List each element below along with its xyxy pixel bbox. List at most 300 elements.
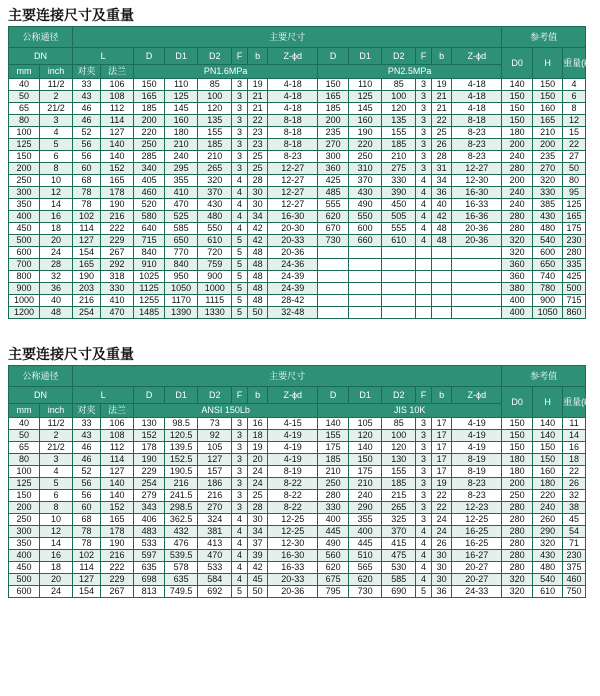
table-cell: 8	[563, 103, 586, 115]
table-cell: 42	[247, 562, 268, 574]
table-cell: 222	[101, 562, 134, 574]
table-cell: 280	[563, 247, 586, 259]
table-cell	[349, 247, 382, 259]
table-cell: 178	[101, 526, 134, 538]
header-b: b	[431, 387, 452, 404]
table-cell: 500	[563, 283, 586, 295]
table-cell: 100	[9, 127, 40, 139]
table-cell: 30	[247, 199, 268, 211]
header-h: H	[533, 387, 563, 418]
table-cell: 600	[9, 247, 40, 259]
header-b: b	[247, 387, 268, 404]
table-cell: 565	[349, 562, 382, 574]
header-flange: 法兰	[101, 404, 134, 418]
table-cell: 2	[40, 91, 73, 103]
header-d1: D1	[165, 48, 198, 65]
table-cell: 26	[431, 139, 452, 151]
table-cell: 216	[101, 550, 134, 562]
table-cell: 8-19	[452, 454, 502, 466]
table-cell: 216	[101, 211, 134, 223]
table-cell: 12-30	[452, 175, 502, 187]
table-cell: 280	[502, 562, 533, 574]
table-cell: 1255	[134, 295, 165, 307]
header-d: D	[318, 48, 349, 65]
table-cell: 16	[40, 211, 73, 223]
table-cell: 114	[101, 115, 134, 127]
table-cell: 413	[198, 538, 232, 550]
table-cell: 50	[9, 430, 40, 442]
table-row	[9, 259, 586, 271]
table-cell: 3	[416, 151, 432, 163]
table-cell: 37	[247, 538, 268, 550]
table-cell: 560	[318, 550, 349, 562]
table-cell: 78	[73, 199, 101, 211]
table-cell: 5	[232, 247, 248, 259]
table-cell: 175	[349, 466, 382, 478]
table-cell: 165	[134, 91, 165, 103]
table-cell: 4	[416, 550, 432, 562]
table-row	[9, 211, 586, 223]
header-inch: inch	[40, 65, 73, 79]
table-cell: 600	[349, 223, 382, 235]
table-cell: 33	[73, 79, 101, 91]
table-cell: 3	[232, 490, 248, 502]
table-cell: 48	[247, 259, 268, 271]
table-cell: 11	[563, 418, 586, 430]
table-cell: 1330	[198, 307, 232, 319]
table-cell	[382, 259, 416, 271]
table-cell: 900	[9, 283, 40, 295]
table-cell: 8-18	[268, 115, 318, 127]
table-cell: 510	[349, 550, 382, 562]
table-cell: 150	[502, 103, 533, 115]
table-cell: 1000	[9, 295, 40, 307]
table-cell: 19	[247, 79, 268, 91]
header-reference-values: 参考值	[502, 27, 586, 48]
table-cell: 8	[40, 163, 73, 175]
header-reference-values: 参考值	[502, 366, 586, 387]
table-cell	[382, 271, 416, 283]
table-cell: 16-25	[452, 526, 502, 538]
table-cell: 175	[318, 442, 349, 454]
header-wafer: 对夹	[73, 404, 101, 418]
table-cell: 840	[134, 247, 165, 259]
table-cell: 400	[318, 514, 349, 526]
table-cell: 186	[198, 478, 232, 490]
table-cell: 85	[382, 418, 416, 430]
table-cell: 300	[318, 151, 349, 163]
table-cell: 54	[563, 526, 586, 538]
table-cell: 17	[431, 466, 452, 478]
header-weight: 重量(kg)	[563, 48, 586, 79]
table-cell: 200	[502, 175, 533, 187]
table-cell: 370	[349, 175, 382, 187]
table-cell: 285	[134, 151, 165, 163]
table-cell: 20-27	[452, 574, 502, 586]
table-cell: 290	[349, 502, 382, 514]
table-cell: 28	[247, 502, 268, 514]
table-cell: 23	[247, 139, 268, 151]
header-nominal-diameter: 公称通径	[9, 366, 73, 387]
table-cell: 430	[198, 199, 232, 211]
table-cell: 485	[318, 187, 349, 199]
table-cell	[349, 283, 382, 295]
table-cell: 40	[9, 418, 40, 430]
table-cell: 4	[416, 562, 432, 574]
table-cell: 620	[349, 574, 382, 586]
dimension-table-pn	[8, 26, 597, 319]
table-cell: 635	[134, 562, 165, 574]
table-cell: 470	[101, 307, 134, 319]
table-cell: 600	[533, 247, 563, 259]
table-cell: 42	[431, 211, 452, 223]
table-cell: 4	[416, 574, 432, 586]
table-cell: 125	[165, 91, 198, 103]
table-cell: 8-18	[268, 139, 318, 151]
table-cell: 6	[40, 151, 73, 163]
header-mm: mm	[9, 65, 40, 79]
header-l: L	[73, 387, 134, 404]
table-cell: 267	[101, 247, 134, 259]
table-row	[9, 307, 586, 319]
table-row	[9, 199, 586, 211]
table-cell: 480	[198, 211, 232, 223]
table-cell: 400	[9, 211, 40, 223]
table-cell: 270	[318, 139, 349, 151]
table-cell: 23	[247, 127, 268, 139]
table-cell: 48	[247, 283, 268, 295]
table-cell	[452, 283, 502, 295]
table-cell: 25	[247, 490, 268, 502]
table-cell: 140	[502, 79, 533, 91]
table-cell: 335	[563, 259, 586, 271]
table-row	[9, 235, 586, 247]
table-cell: 445	[349, 538, 382, 550]
table-cell	[452, 259, 502, 271]
table-cell: 50	[247, 586, 268, 598]
table-cell: 860	[563, 307, 586, 319]
header-mm: mm	[9, 404, 40, 418]
header-wafer: 对夹	[73, 65, 101, 79]
table-cell: 250	[318, 478, 349, 490]
table-cell: 105	[198, 442, 232, 454]
table-cell: 140	[101, 151, 134, 163]
table-cell: 17	[431, 418, 452, 430]
table-cell: 114	[73, 223, 101, 235]
table-cell: 5	[232, 295, 248, 307]
table-cell: 190	[101, 538, 134, 550]
table-cell: 15	[563, 127, 586, 139]
table-cell: 250	[349, 151, 382, 163]
table-cell: 3	[232, 442, 248, 454]
table-row	[9, 79, 586, 91]
table-cell: 16	[563, 442, 586, 454]
table-cell: 240	[502, 187, 533, 199]
header-l: L	[73, 48, 134, 65]
table-cell: 127	[73, 574, 101, 586]
table-cell	[318, 283, 349, 295]
table-cell: 92	[198, 430, 232, 442]
table-cell: 360	[502, 259, 533, 271]
table-cell: 265	[198, 163, 232, 175]
table-cell: 100	[9, 466, 40, 478]
table-cell: 235	[533, 151, 563, 163]
table-cell: 3	[416, 466, 432, 478]
table-cell: 4	[416, 175, 432, 187]
table-cell: 300	[9, 187, 40, 199]
table-cell: 675	[318, 574, 349, 586]
table-row	[9, 271, 586, 283]
table-cell	[452, 307, 502, 319]
table-cell: 36	[40, 283, 73, 295]
table-cell: 320	[533, 175, 563, 187]
table-cell: 16	[247, 418, 268, 430]
standard-left-label: ANSI 150Lb	[134, 404, 318, 418]
table-cell: 12-25	[268, 514, 318, 526]
table-cell: 60	[73, 163, 101, 175]
table-cell: 585	[165, 223, 198, 235]
table-cell: 185	[382, 478, 416, 490]
table-cell: 585	[382, 574, 416, 586]
table-cell: 140	[533, 430, 563, 442]
table-cell: 650	[165, 235, 198, 247]
table-cell: 4	[416, 211, 432, 223]
table-cell: 52	[73, 466, 101, 478]
table-cell: 65	[9, 442, 40, 454]
table-cell: 43	[73, 430, 101, 442]
table-cell: 620	[318, 211, 349, 223]
table-cell: 28	[247, 175, 268, 187]
table-cell: 229	[101, 235, 134, 247]
table-cell	[452, 247, 502, 259]
table-cell: 620	[318, 562, 349, 574]
table-row	[9, 454, 586, 466]
table-cell: 370	[382, 526, 416, 538]
table-cell: 52	[73, 127, 101, 139]
table-cell: 8-22	[268, 490, 318, 502]
table-cell: 20	[247, 454, 268, 466]
table-cell	[452, 295, 502, 307]
standard-row	[9, 404, 586, 418]
table-cell: 20	[40, 574, 73, 586]
table-row	[9, 466, 586, 478]
table-cell: 3	[416, 514, 432, 526]
table-cell: 3	[232, 103, 248, 115]
table-cell: 3	[232, 478, 248, 490]
table-cell: 3	[416, 163, 432, 175]
table-cell: 5	[232, 586, 248, 598]
table-row	[9, 175, 586, 187]
header-d0: D0	[502, 387, 533, 418]
table-cell: 250	[9, 175, 40, 187]
standard-right-label: PN2.5MPa	[318, 65, 502, 79]
table-cell: 120.5	[165, 430, 198, 442]
table-cell: 48	[40, 307, 73, 319]
table-cell: 36	[431, 586, 452, 598]
table-cell: 1170	[165, 295, 198, 307]
table-cell: 80	[563, 175, 586, 187]
table-cell: 4	[416, 538, 432, 550]
table-cell: 30	[247, 514, 268, 526]
table-cell: 215	[382, 490, 416, 502]
table-cell: 78	[73, 187, 101, 199]
table-cell: 42	[247, 235, 268, 247]
table-cell: 4-19	[452, 418, 502, 430]
table-cell: 22	[563, 466, 586, 478]
table-cell: 165	[533, 115, 563, 127]
table-cell: 32-48	[268, 307, 318, 319]
table-cell: 145	[165, 103, 198, 115]
table-cell: 220	[349, 139, 382, 151]
table-cell: 4	[232, 199, 248, 211]
table-cell: 200	[502, 478, 533, 490]
table-cell: 185	[318, 454, 349, 466]
table-cell: 730	[349, 586, 382, 598]
table-cell: 25	[431, 127, 452, 139]
table-cell: 4	[232, 514, 248, 526]
table-row	[9, 223, 586, 235]
header-d2: D2	[198, 48, 232, 65]
table-cell: 3	[40, 454, 73, 466]
table-cell: 476	[165, 538, 198, 550]
table-cell: 22	[431, 115, 452, 127]
table-cell: 3	[232, 502, 248, 514]
table-cell: 4	[416, 199, 432, 211]
table-cell: 19	[431, 478, 452, 490]
table-row	[9, 115, 586, 127]
table-cell: 210	[349, 478, 382, 490]
table-cell: 140	[533, 418, 563, 430]
table-cell: 240	[533, 502, 563, 514]
table-cell: 460	[134, 187, 165, 199]
table-cell: 150	[9, 490, 40, 502]
table-cell: 127	[198, 454, 232, 466]
table-cell: 18	[40, 562, 73, 574]
table-cell: 759	[198, 259, 232, 271]
table-cell: 229	[134, 466, 165, 478]
table-cell: 4	[232, 562, 248, 574]
table-cell: 24	[431, 514, 452, 526]
table-cell: 28	[431, 151, 452, 163]
table-cell: 330	[318, 502, 349, 514]
table-cell: 279	[134, 490, 165, 502]
table-cell: 3	[416, 418, 432, 430]
table-cell	[416, 307, 432, 319]
table-cell: 260	[533, 514, 563, 526]
table-cell: 108	[101, 430, 134, 442]
table-cell: 12-30	[268, 538, 318, 550]
table-cell: 106	[101, 79, 134, 91]
table-cell: 475	[382, 550, 416, 562]
table-cell: 20-30	[268, 223, 318, 235]
table-cell: 350	[9, 538, 40, 550]
table-cell: 290	[533, 526, 563, 538]
table-cell: 4	[232, 538, 248, 550]
table-cell: 40	[9, 79, 40, 91]
table-cell: 540	[533, 574, 563, 586]
table-cell: 21	[247, 103, 268, 115]
table-cell: 425	[563, 271, 586, 283]
table-cell: 48	[247, 247, 268, 259]
table-cell: 230	[563, 235, 586, 247]
table-cell: 190	[349, 127, 382, 139]
table-cell: 24-39	[268, 283, 318, 295]
table-row	[9, 151, 586, 163]
table-row	[9, 502, 586, 514]
table-cell: 5	[232, 259, 248, 271]
table-cell: 400	[502, 307, 533, 319]
table-cell: 16-36	[452, 211, 502, 223]
table-cell: 20-33	[268, 574, 318, 586]
table-cell: 190	[101, 199, 134, 211]
header-dn: DN	[9, 48, 73, 65]
table-cell: 65	[9, 103, 40, 115]
table-cell: 320	[502, 235, 533, 247]
table-cell: 25	[247, 163, 268, 175]
table-row	[9, 163, 586, 175]
table-cell: 320	[502, 574, 533, 586]
table-cell: 140	[101, 478, 134, 490]
table-cell: 3	[416, 115, 432, 127]
table-cell: 200	[318, 115, 349, 127]
table-cell: 100	[198, 91, 232, 103]
table-cell: 483	[134, 526, 165, 538]
table-cell: 80	[9, 115, 40, 127]
table-cell: 178	[134, 442, 165, 454]
table-cell: 635	[165, 574, 198, 586]
table-cell: 4-18	[268, 103, 318, 115]
table-cell: 1390	[165, 307, 198, 319]
table-cell: 580	[134, 211, 165, 223]
header-main-dimensions: 主要尺寸	[73, 27, 502, 48]
table-cell: 270	[198, 502, 232, 514]
table-cell: 154	[73, 247, 101, 259]
table-cell: 405	[134, 175, 165, 187]
table-cell: 190	[134, 454, 165, 466]
table-cell: 22	[431, 490, 452, 502]
table-cell: 150	[533, 79, 563, 91]
table-cell: 150	[318, 79, 349, 91]
table-cell: 165	[101, 175, 134, 187]
table-cell: 42	[247, 223, 268, 235]
table-cell: 4	[232, 187, 248, 199]
table-cell: 410	[165, 187, 198, 199]
table-cell: 505	[382, 211, 416, 223]
table-cell: 24-39	[268, 271, 318, 283]
table-cell: 520	[134, 199, 165, 211]
table-cell: 425	[318, 175, 349, 187]
table-cell: 12	[563, 115, 586, 127]
table-body	[9, 79, 586, 319]
table-cell: 3	[232, 91, 248, 103]
table-cell: 180	[502, 454, 533, 466]
table-cell: 8-18	[452, 115, 502, 127]
table-cell: 3	[416, 478, 432, 490]
table-cell: 12-27	[268, 187, 318, 199]
table-cell: 320	[502, 247, 533, 259]
table-cell: 3	[416, 127, 432, 139]
table-cell: 139.5	[165, 442, 198, 454]
table-cell: 1050	[165, 283, 198, 295]
table-cell: 12-27	[268, 199, 318, 211]
table-cell: 280	[502, 538, 533, 550]
dimension-table-ansi-jis	[8, 365, 597, 598]
table-cell: 16-33	[268, 562, 318, 574]
table-cell: 16-30	[452, 187, 502, 199]
table-cell: 500	[9, 574, 40, 586]
table-cell: 160	[533, 466, 563, 478]
table-cell: 3	[232, 151, 248, 163]
